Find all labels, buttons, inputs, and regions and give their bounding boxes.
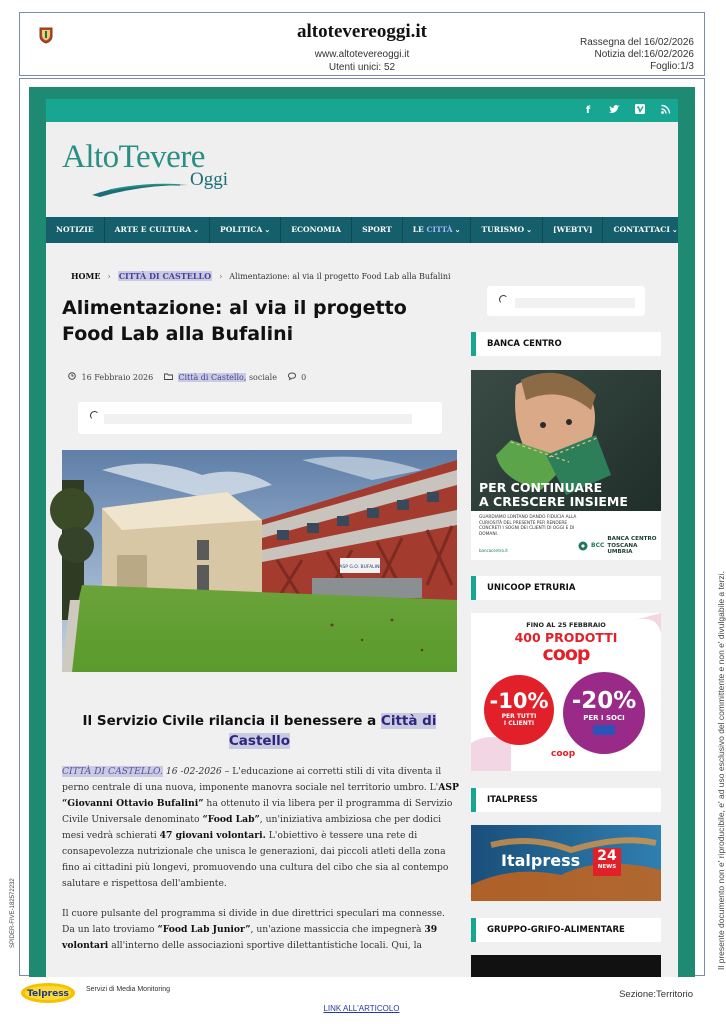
nav-arte-e-cultura[interactable]: ARTE E CULTURA ⌄ — [105, 217, 210, 243]
sidebar-title-banca-centro: BANCA CENTRO — [471, 332, 661, 356]
site-background — [29, 87, 695, 977]
article-paragraph-2: Il cuore pulsante del programma si divide in due direttrici speculari ma connesse. Da un lato troviamo “Food Lab Junior”, un'azione massiccia che impegnerà 39 volontari all'interno delle associazioni sportive dilettantistiche locali. Qui, la — [62, 908, 445, 951]
loading-spinner-icon — [90, 411, 99, 420]
article-title: Alimentazione: al via il progetto Food Lab alla Bufalini — [62, 297, 407, 345]
post-category-link[interactable]: Città di Castello, — [178, 373, 247, 382]
article-body — [62, 764, 460, 968]
clipping-meta — [580, 37, 694, 73]
nav-contattaci[interactable]: CONTATTACI ⌄ — [613, 225, 678, 234]
loading-spinner-icon — [499, 295, 508, 304]
chevron-down-icon: ⌄ — [526, 225, 533, 234]
article-hero-image — [62, 450, 457, 672]
building-sign: ASP G.O. BUFALINI — [339, 565, 381, 570]
footer-section: Sezione:Territorio — [619, 989, 693, 1000]
rss-icon[interactable] — [660, 104, 672, 117]
ad-italpress[interactable] — [471, 825, 661, 901]
nav-webtv[interactable]: [WEBTV] — [543, 217, 603, 243]
nav-le-citta[interactable]: LE CITTÀ ⌄ — [403, 217, 472, 243]
ad-gruppo-grifo[interactable] — [471, 955, 661, 977]
folder-icon — [164, 373, 176, 382]
facebook-icon[interactable]: f — [585, 105, 591, 116]
vimeo-icon[interactable] — [634, 104, 646, 117]
sidebar-title-grifo: GRUPPO-GRIFO-ALIMENTARE — [471, 918, 661, 942]
footer-service: Servizi di Media Monitoring — [86, 986, 171, 993]
breadcrumb: HOME › CITTÀ DI CASTELLO › Alimentazione: al via il progetto Food Lab alla Bufalini — [71, 271, 451, 281]
website — [46, 99, 678, 977]
post-date: 16 Febbraio 2026 — [81, 373, 154, 382]
nav-economia[interactable]: ECONOMIA — [281, 217, 352, 243]
sidebar-search-placeholder — [487, 286, 645, 316]
page-counter: Foglio:1/3 — [650, 61, 694, 72]
breadcrumb-category[interactable]: CITTÀ DI CASTELLO — [118, 271, 212, 281]
svg-text:Telpress: Telpress — [27, 989, 69, 999]
ad-unicoop-etruria[interactable] — [471, 613, 661, 771]
coop-card-icon — [593, 725, 615, 735]
coop-count: 400 PRODOTTI — [514, 630, 618, 645]
breadcrumb-current: Alimentazione: al via il progetto Food Lab alla Bufalini — [229, 272, 451, 281]
article-paragraph-1: CITTÀ DI CASTELLO. 16 -02-2026 – L'educazione ai corretti stili di vita diventa il perno centrale di una nuova, imponente manovra sociale nel territorio umbro. L'ASP “Giovanni Ottavio Bufalini” ha ottenuto il via libera per il programma di Servizio Civile Universale denominato “Food Lab”, un'iniziativa ambiziosa che per dodici mesi vedrà schierati 47 giovani volontari. L'obiettivo è tessere una rete di consapevolezza nutrizionale che unisca le generazioni, dai piccoli atleti della zona fino ai cittadini più longevi, promuovendo una cultura del cibo che sia al contempo salutare e rispettosa dell'ambiente. — [62, 766, 459, 889]
social-bar — [46, 99, 678, 122]
screenshot-frame — [19, 78, 705, 976]
disclaimer-text: Il presente documento non e' riproducibile, e' ad uso esclusivo del committente e non e' divulgabile a terzi. — [716, 571, 726, 970]
masthead — [46, 122, 678, 218]
bcc-copy: GUARDIAMO LONTANO DANDO FIDUCIA ALLA CURIOSITÀ DEL PRESENTE PER RENDERE CONCRETI I SOGNI DEI CLIENTI DI OGGI E DI DOMANI. — [479, 515, 577, 537]
logo-swoosh-icon — [90, 179, 190, 199]
breadcrumb-home[interactable]: HOME — [71, 271, 101, 281]
logo-main-text: AltoTevere — [62, 139, 205, 175]
italpress-name: Italpress — [501, 851, 581, 870]
ad-banca-centro[interactable] — [471, 370, 661, 560]
notizia-date: Notizia del:16/02/2026 — [594, 49, 694, 60]
coop-small-logo: coop — [551, 749, 576, 759]
document-code: SPIDER-FIVE-182572232 — [10, 878, 16, 948]
article-subheading: Il Servizio Civile rilancia il benessere a Città di Castello — [82, 713, 437, 749]
twitter-icon[interactable] — [608, 105, 620, 117]
chevron-down-icon: ⌄ — [264, 225, 271, 234]
coop-discount-soci: -20% PER I SOCI — [563, 672, 645, 754]
post-meta — [68, 372, 306, 382]
sidebar-title-italpress: ITALPRESS — [471, 788, 661, 812]
ad-placeholder-top — [78, 402, 442, 434]
italpress-24-badge: 24 NEWS — [593, 848, 621, 876]
post-category-sociale[interactable]: sociale — [246, 373, 277, 382]
comment-count[interactable]: 0 — [301, 373, 307, 382]
bcc-site: bancacentro.it — [479, 548, 508, 553]
outlet-url: www.altotevereoggi.it — [314, 49, 410, 60]
bcc-headline: PER CONTINUARE A CRESCERE INSIEME — [479, 480, 628, 509]
rassegna-date: Rassegna del 16/02/2026 — [580, 37, 694, 48]
bcc-brand: BCC BANCA CENTRO TOSCANA UMBRIA — [578, 536, 661, 556]
sidebar-title-unicoop: UNICOOP ETRURIA — [471, 576, 661, 600]
site-logo[interactable] — [62, 139, 242, 203]
logo-sub-text: Oggi — [190, 169, 228, 190]
telpress-logo — [20, 982, 76, 1004]
coop-top-line: FINO AL 25 FEBBRAIO — [526, 621, 606, 629]
chevron-down-icon: ⌄ — [193, 225, 199, 234]
clipping-header — [19, 12, 705, 76]
comment-icon — [288, 373, 299, 382]
outlet-name: altotevereoggi.it — [297, 21, 427, 42]
chevron-down-icon: ⌄ — [454, 225, 461, 234]
coop-logo: coop — [542, 643, 590, 665]
chevron-down-icon: ⌄ — [671, 225, 678, 234]
bcc-logo-icon — [578, 541, 588, 551]
nav-sport[interactable]: SPORT — [352, 217, 403, 243]
nav-politica[interactable]: POLITICA ⌄ — [210, 217, 281, 243]
coop-discount-all: -10% PER TUTTI I CLIENTI — [484, 675, 554, 745]
article-link[interactable]: LINK ALL'ARTICOLO — [323, 1004, 400, 1013]
clock-icon — [68, 373, 79, 382]
main-nav — [46, 217, 678, 243]
nav-turismo[interactable]: TURISMO ⌄ — [471, 217, 543, 243]
nav-notizie[interactable]: NOTIZIE — [46, 217, 105, 243]
outlet-users: Utenti unici: 52 — [328, 62, 396, 73]
